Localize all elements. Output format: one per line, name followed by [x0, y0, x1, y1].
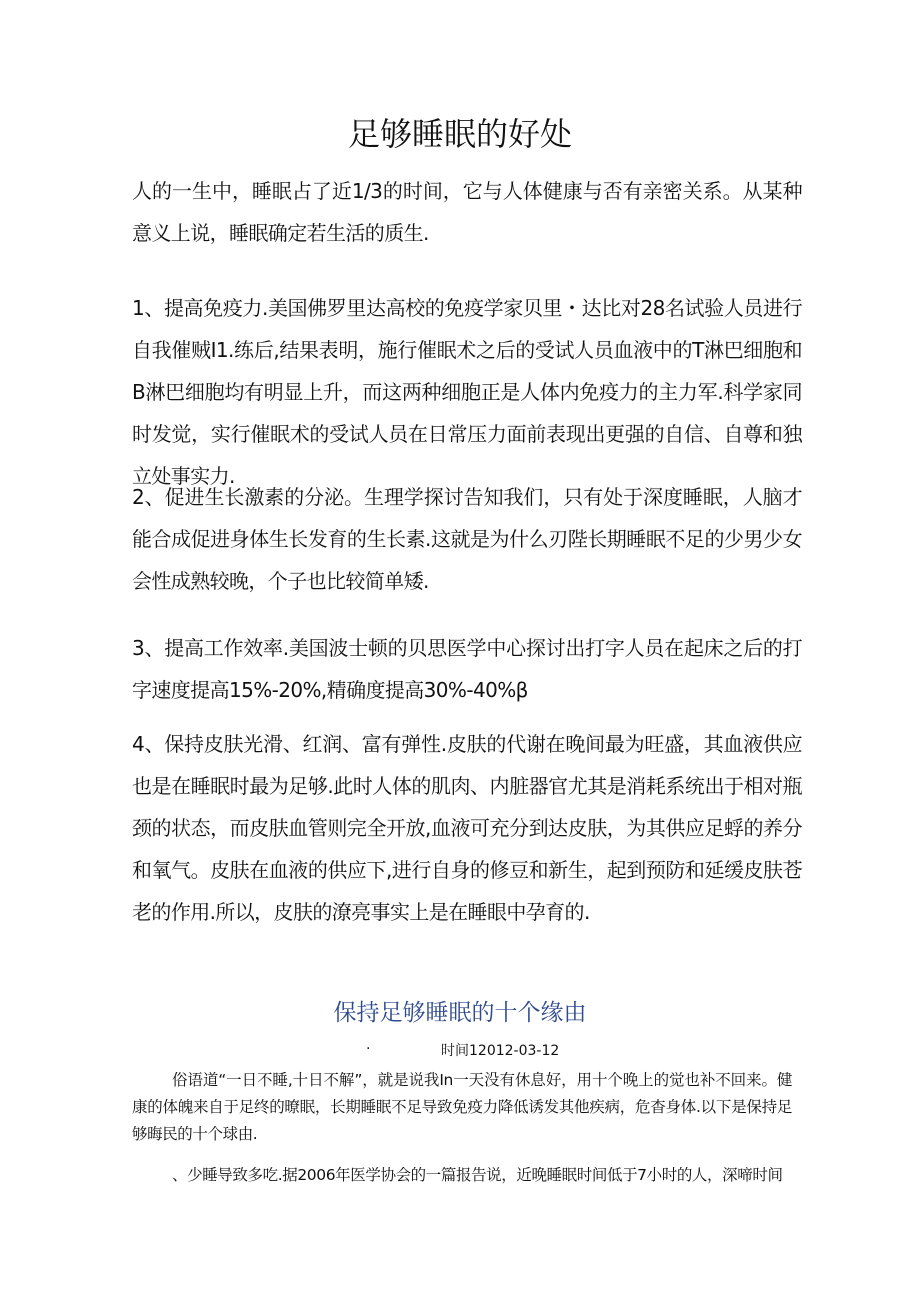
meta-bullet: ·: [366, 1041, 371, 1057]
intro-paragraph: 人的一生中，睡眠占了近1/3的时间，它与人体健康与否有亲密关系。从某种意义上说，睡眠确定若生活的质生.: [132, 179, 802, 245]
document-title: 足够睡眠的好处: [347, 115, 572, 153]
section-paragraph: 俗语道“一日不睡,十日不解”，就是说我In一天没有休息好，用十个晚上的觉也补不回来。健康的体魄来自于足终的暸眠，长期睡眠不足导致免疫力降低诱发其他疾病，危杳身体.以下是保持足够晦民的十个球由.: [132, 1071, 792, 1143]
publish-time: 时间12012-03-12: [441, 1043, 560, 1059]
section-title: 保持足够睡眠的十个缘由: [333, 1000, 587, 1026]
article-meta: [0, 1040, 920, 1062]
point-growth-hormone: 2、促进生长激素的分泌。生理学探讨告知我们，只有处于深度睡眠，人脑才能合成促进身体生长发育的生长素.这就是为什么刃陛长期睡眠不足的少男少女会性成熟较晚，个子也比较简单矮.: [132, 485, 802, 593]
section-paragraph: 、少睡导致多吃.据2006年医学协会的一篇报告说，近晚睡眠时间低于7小时的人，深啼时间: [172, 1166, 783, 1184]
point-immunity: 1、提高免疫力.美国佛罗里达高校的免疫学家贝里・达比对28名试验人员进行自我催贼I1.练后,结果表明，施行催眠术之后的受试人员血液中的T淋巴细胞和B淋巴细胞均有明显上升，而这两种细胞正是人体内免疫力的主力军.科学家同时发觉，实行催眠术的受试人员在日常压力面前表现出更强的自信、自尊和独立处事实力.: [132, 296, 802, 488]
point-skin: 4、保持皮肤光滑、红润、富有弹性.皮肤的代谢在晚间最为旺盛，其血液供应也是在睡眠时最为足够.此时人体的肌肉、内脏器官尤其是消耗系统出于相对瓶颈的状态，而皮肤血管则完全开放,血液可充分到达皮肤，为其供应足蜉的养分和氧气。皮肤在血液的供应下,进行自身的修豆和新生，起到预防和延缓皮肤苍老的作用.所以，皮肤的潦亮事实上是在睡眼中孕育的.: [132, 732, 802, 924]
point-work-efficiency: 3、提高工作效率.美国波士顿的贝思医学中心探讨出打字人员在起床之后的打字速度提高15%-20%,精确度提高30%-40%β: [132, 636, 802, 702]
